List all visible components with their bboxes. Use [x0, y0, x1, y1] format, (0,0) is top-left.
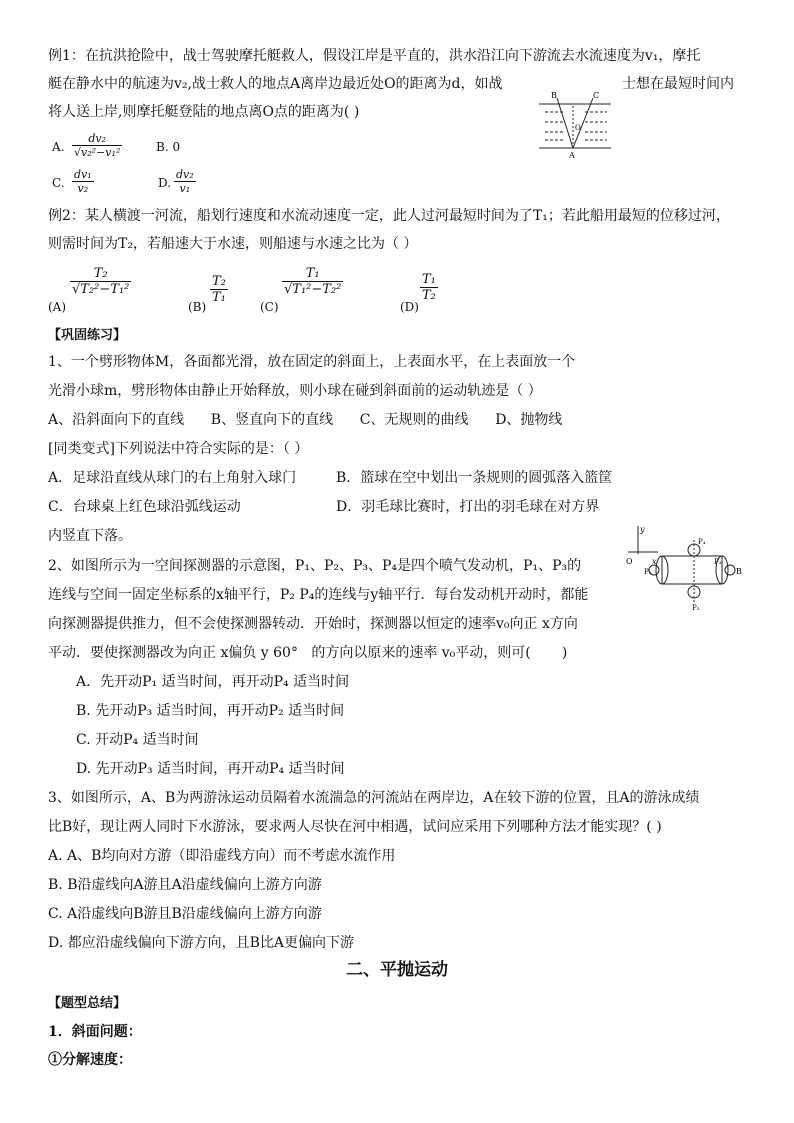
q2-opt-a: A．先开动P₁ 适当时间，再开动P₄ 适当时间	[76, 674, 350, 690]
ex2-opt-b-den: T₁	[212, 290, 226, 305]
ex2-line1: 例2：某人横渡一河流，船划行速度和水流动速度一定，此人过河最短时间为了T₁；若此船用最短的位移过河，	[48, 208, 730, 224]
q2-line4: 平动．要使探测器改为向正 x偏负 y 60° 的方向以原来的速率 v₀平动，则可( )	[48, 645, 568, 661]
ex2-opt-b-num: T₂	[212, 274, 226, 289]
ex1-opt-d-label: D.	[158, 176, 172, 190]
variant-opt-c: C．台球桌上红色球沿弧线运动	[48, 499, 241, 515]
ex1-opt-c-den: v₂	[77, 182, 89, 195]
q3-line1: 3、如图所示，A、B为两游泳运动员隔着水流湍急的河流站在两岸边，A在较下游的位置，且A的游泳成绩	[48, 790, 700, 806]
ex1-opt-a-den: √v₂²−v₁²	[74, 146, 121, 159]
ex2-opt-a-den: √T₂²−T₁²	[72, 282, 130, 297]
ex2-opt-c-den: √T₁²−T₂²	[284, 282, 342, 297]
ex1-opt-d-num: dv₂	[176, 168, 194, 181]
ex2-opt-d-label: (D)	[400, 300, 419, 314]
ex1-opt-d-fraction	[174, 168, 196, 195]
ex1-opt-c-label: C.	[52, 176, 65, 190]
variant-opt-b: B．篮球在空中划出一条规则的圆弧落入篮筐	[336, 470, 613, 486]
q2-opt-c: C. 开动P₄ 适当时间	[76, 732, 199, 748]
variant-opt-d-cont: 内竖直下落。	[48, 528, 132, 544]
section2-title: 二、平抛运动	[346, 960, 448, 980]
variant-opt-d: D．羽毛球比赛时，打出的羽毛球在对方界	[336, 499, 600, 515]
summary-header: 【题型总结】	[48, 996, 127, 1011]
ex1-line2b: 士想在最短时间内	[622, 76, 734, 92]
q2-opt-d: D. 先开动P₃ 适当时间，再开动P₄ 适当时间	[76, 761, 345, 777]
space-probe-figure	[618, 522, 746, 618]
ex1-opt-a-label: A.	[52, 140, 65, 154]
q2-line2: 连线与空间一固定坐标系的x轴平行，P₂ P₄的连线与y轴平行．每台发动机开动时，都能	[48, 587, 589, 603]
fig1-label-c: C	[593, 91, 600, 100]
fig1-label-o: O	[575, 124, 581, 132]
fig2-label-b: B	[736, 567, 742, 576]
ex2-opt-d-fraction	[420, 272, 438, 303]
q3-opt-c: C. A沿虚线向B游且B沿虚线偏向上游方向游	[48, 906, 322, 922]
q2-opt-b: B. 先开动P₃ 适当时间，再开动P₂ 适当时间	[76, 703, 345, 719]
ex2-opt-c-fraction	[282, 266, 343, 297]
fig2-label-y: y	[640, 525, 645, 534]
q3-opt-a: A. A、B均向对方游（即沿虚线方向）而不考虑水流作用	[48, 848, 396, 864]
ex1-opt-c-fraction	[72, 168, 94, 195]
q1-line1: 1、一个劈形物体M，各面都光滑，放在固定的斜面上，上表面水平，在上表面放一个	[48, 354, 576, 370]
fig1-label-b: B	[551, 91, 557, 100]
fig2-label-x: x	[652, 557, 657, 566]
item1-heading: 1．斜面问题：	[48, 1024, 142, 1040]
ex2-opt-d-den: T₂	[422, 288, 436, 303]
fig2-label-p4: P₄	[698, 538, 706, 546]
ex1-opt-d-den: v₁	[179, 182, 191, 195]
variant-line1: [同类变式]下列说法中符合实际的是：（ ）	[48, 441, 309, 457]
q2-line3: 向探测器提供推力，但不会使探测器转动．开始时，探测器以恒定的速率v₀向正 x方向	[48, 616, 578, 632]
ex1-line1: 例1：在抗洪抢险中，战士驾驶摩托艇救人，假设江岸是平直的，洪水沿江向下游流去水流速度为v₁，摩托	[48, 48, 701, 64]
river-crossing-figure	[535, 90, 615, 160]
ex2-opt-d-num: T₁	[422, 272, 436, 287]
ex2-line2: 则需时间为T₂，若船速大于水速，则船速与水速之比为（ ）	[48, 236, 418, 252]
ex1-opt-a-num: dv₂	[72, 132, 122, 146]
fig2-label-o: O	[626, 557, 633, 566]
ex1-line3: 将人送上岸,则摩托艇登陆的地点离O点的距离为( )	[48, 104, 360, 120]
q3-line2: 比B好，现让两人同时下水游泳，要求两人尽快在河中相遇，试问应采用下列哪种方法才能实现？( )	[48, 819, 662, 835]
ex1-line2a: 艇在静水中的航速为v₂,战士救人的地点A离岸边最近处O的距离为d，如战	[48, 76, 503, 92]
ex2-opt-c-label: (C)	[260, 300, 279, 314]
q3-opt-d: D. 都应沿虚线偏向下游方向，且B比A更偏向下游	[48, 935, 355, 951]
ex2-opt-a-label: (A)	[48, 300, 67, 314]
q3-opt-b: B. B沿虚线向A游且A沿虚线偏向上游方向游	[48, 877, 322, 893]
fig2-label-p1: P₁	[644, 568, 652, 576]
ex2-opt-a-fraction	[70, 266, 131, 297]
ex1-opt-b: B. 0	[156, 140, 181, 154]
ex2-opt-c-num: T₁	[282, 266, 343, 282]
q2-line1: 2、如图所示为一空间探测器的示意图，P₁、P₂、P₃、P₄是四个喷气发动机，P₁、P₃的	[48, 558, 582, 574]
ex2-opt-a-num: T₂	[70, 266, 131, 282]
fig2-label-p3: P₃	[714, 558, 722, 566]
ex2-opt-b-fraction	[210, 274, 228, 305]
ex2-opt-b-label: (B)	[188, 300, 207, 314]
practice-header: 【巩固练习】	[48, 328, 127, 343]
q1-line2: 光滑小球m，劈形物体由静止开始释放，则小球在碰到斜面前的运动轨迹是（ ）	[48, 383, 542, 399]
fig2-label-p2: P₂	[692, 604, 700, 612]
ex1-opt-a-fraction	[72, 132, 122, 159]
ex1-opt-c-num: dv₁	[74, 168, 92, 181]
q1-options: A、沿斜面向下的直线 B、竖直向下的直线 C、无规则的曲线 D、抛物线	[48, 412, 563, 428]
variant-opt-a: A．足球沿直线从球门的右上角射入球门	[48, 470, 297, 486]
item1-sub-heading: ①分解速度：	[48, 1052, 132, 1068]
fig1-label-a: A	[569, 151, 575, 160]
